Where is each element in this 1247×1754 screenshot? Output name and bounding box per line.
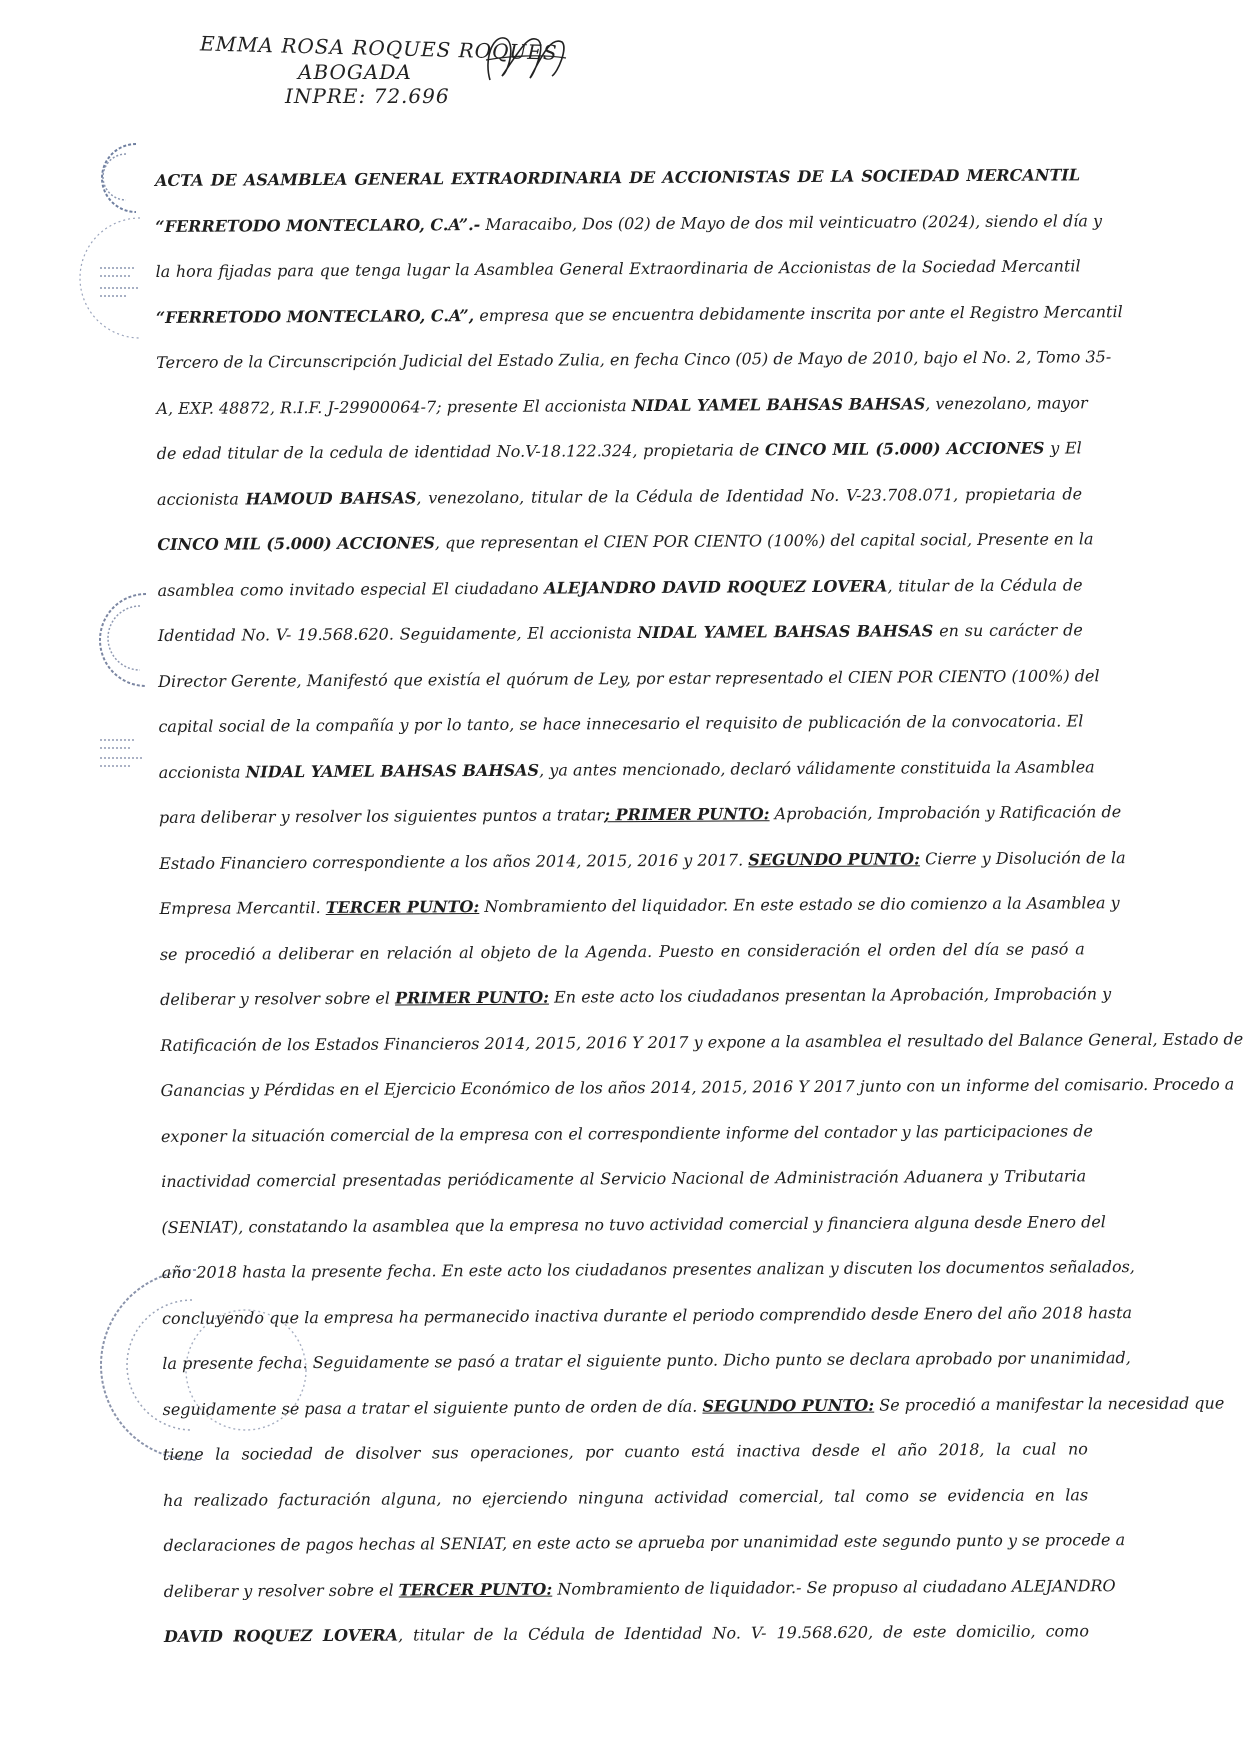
body-text: concluyendo que la empresa ha permanecido inactiva durante el periodo comprendido desde Enero del año 2018 hasta <box>161 1302 1133 1328</box>
body-emphasis: SEGUNDO PUNTO: <box>702 1395 875 1416</box>
registry-stamp-top <box>96 138 156 338</box>
body-line <box>159 890 1120 922</box>
body-text: exponer la situación comercial de la empresa con el correspondiente informe del contador y las participaciones de <box>160 1120 1094 1146</box>
body-line <box>160 981 1112 1013</box>
document-body <box>155 162 1244 1708</box>
body-text: para deliberar y resolver los siguientes puntos a tratar <box>158 805 605 827</box>
registry-stamp-middle <box>96 590 156 790</box>
body-text: Aprobación, Improbación y Ratificación de <box>769 802 1122 824</box>
body-line <box>159 845 1126 877</box>
body-line <box>161 1163 1086 1195</box>
body-emphasis: SEGUNDO PUNTO: <box>748 848 921 869</box>
body-text: A, EXP. 48872, R.I.F. J-29900064-7; presente El accionista <box>156 395 632 418</box>
body-text: Tercero de la Circunscripción Judicial del Estado Zulia, en fecha Cinco (05) de Mayo de 2010, bajo el No. 2, Tomo 35- <box>156 347 1112 372</box>
body-line <box>160 1118 1094 1150</box>
body-line <box>156 390 1088 422</box>
body-text: , que representan el CIEN POR CIENTO (100%) del capital social, Presente en la <box>434 529 1094 553</box>
body-text: Se procedió a manifestar la necesidad que <box>874 1392 1225 1415</box>
body-text: accionista <box>156 488 246 509</box>
body-text: (SENIAT), constatando la asamblea que la empresa no tuvo actividad comercial y financiera alguna desde Enero del <box>161 1211 1106 1237</box>
body-line <box>158 708 1083 740</box>
body-line <box>158 572 1083 604</box>
body-line <box>161 1254 1135 1286</box>
body-text: de edad titular de la cedula de identidad No.V-18.122.324, propietaria de <box>156 440 765 463</box>
body-text: Ratificación de los Estados Financieros 2014, 2015, 2016 Y 2017 y expone a la asamblea el resultado del Balance General, Estado de <box>160 1028 1244 1055</box>
body-line <box>163 1527 1126 1559</box>
body-line <box>163 1573 1116 1605</box>
body-line <box>157 435 1082 467</box>
body-text: Ganancias y Pérdidas en el Ejercicio Económico de los años 2014, 2015, 2016 Y 2017 junto con un informe del comisario. Procedo a <box>160 1074 1235 1100</box>
body-line <box>156 344 1112 376</box>
body-line <box>164 1618 1089 1650</box>
lawyer-title: ABOGADA <box>298 60 412 84</box>
body-emphasis: CINCO MIL (5.000) ACCIONES <box>157 533 435 554</box>
body-line <box>160 1072 1235 1104</box>
body-text: Director Gerente, Manifestó que existía el quórum de Ley, por estar representado el CIEN POR CIENTO (100%) del <box>158 665 1100 691</box>
body-line <box>158 799 1122 831</box>
body-text: la hora fijadas para que tenga lugar la Asamblea General Extraordinaria de Accionistas de la Sociedad Mercantil <box>155 256 1081 281</box>
body-text: Identidad No. V- 19.568.620. Seguidamente, El accionista <box>157 623 638 645</box>
body-text: la presente fecha. Seguidamente se pasó a tratar el siguiente punto. Dicho punto se declara aprobado por unanimidad, <box>162 1348 1131 1373</box>
body-text: empresa que se encuentra debidamente inscrita por ante el Registro Mercantil <box>474 301 1123 325</box>
body-text: inactividad comercial presentadas periódicamente al Servicio Nacional de Administración Aduanera y Tributaria <box>161 1166 1087 1191</box>
body-line <box>161 1209 1106 1241</box>
body-text: accionista <box>158 761 246 782</box>
body-text: Estado Financiero correspondiente a los años 2014, 2015, 2016 y 2017. <box>159 849 749 873</box>
body-text: Maracaibo, Dos (02) de Mayo de dos mil veinticuatro (2024), siendo el día y <box>480 210 1103 234</box>
body-line <box>157 481 1082 513</box>
body-line <box>163 1436 1088 1468</box>
body-line <box>155 162 1080 194</box>
body-line <box>163 1482 1088 1514</box>
body-text: Empresa Mercantil. <box>159 897 326 918</box>
body-emphasis: PRIMER PUNTO: <box>395 987 550 1008</box>
body-text: en su carácter de <box>933 620 1083 641</box>
body-line <box>156 253 1081 285</box>
body-emphasis: “FERRETODO MONTECLARO, C.A”.- <box>155 214 481 236</box>
body-text: deliberar y resolver sobre el <box>163 1580 399 1601</box>
body-text: año 2018 hasta la presente fecha. En este acto los ciudadanos presentes analizan y discuten los documentos señalados, <box>161 1257 1135 1282</box>
body-emphasis: ; PRIMER PUNTO: <box>604 804 770 825</box>
body-emphasis: NIDAL YAMEL BAHSAS BAHSAS <box>245 760 540 781</box>
body-text: y El <box>1044 438 1082 458</box>
body-emphasis: HAMOUD BAHSAS <box>245 487 417 508</box>
body-text: , venezolano, titular de la Cédula de Identidad No. V-23.708.071, propietaria de <box>416 483 1083 507</box>
body-line <box>155 208 1103 240</box>
body-text: Cierre y Disolución de la <box>919 847 1126 868</box>
body-text: Nombramiento del liquidador. En este estado se dio comienzo a la Asamblea y <box>479 893 1120 917</box>
body-emphasis: ALEJANDRO DAVID ROQUEZ LOVERA <box>544 576 888 598</box>
body-line <box>158 754 1095 786</box>
body-line <box>160 936 1085 968</box>
body-text: , ya antes mencionado, declaró válidamente constituida la Asamblea <box>539 756 1095 780</box>
body-text: deliberar y resolver sobre el <box>160 988 396 1009</box>
body-line <box>158 663 1100 695</box>
body-line <box>162 1345 1131 1377</box>
body-text: declaraciones de pagos hechas al SENIAT, en este acto se aprueba por unanimidad este segundo punto y se procede a <box>163 1530 1126 1555</box>
body-text: seguidamente se pasa a tratar el siguiente punto de orden de día. <box>162 1396 703 1419</box>
body-line <box>157 526 1094 558</box>
letterhead <box>200 30 560 120</box>
body-text: tiene la sociedad de disolver sus operaciones, por cuanto está inactiva desde el año 2018, la cual no <box>162 1439 1088 1464</box>
body-line <box>161 1300 1133 1332</box>
body-emphasis: NIDAL YAMEL BAHSAS BAHSAS <box>637 621 934 643</box>
body-emphasis: TERCER PUNTO: <box>398 1579 553 1600</box>
body-line <box>158 617 1083 649</box>
body-text: , titular de la Cédula de Identidad No. V- 19.568.620, de este domicilio, como <box>397 1621 1090 1645</box>
body-text: En este acto los ciudadanos presentan la Aprobación, Improbación y <box>548 984 1112 1007</box>
body-emphasis: NIDAL YAMEL BAHSAS BAHSAS <box>631 393 926 415</box>
body-text: Nombramiento de liquidador.- Se propuso al ciudadano ALEJANDRO <box>552 1575 1116 1599</box>
body-text: ha realizado facturación alguna, no ejerciendo ninguna actividad comercial, tal como se evidencia en las <box>163 1484 1089 1510</box>
lawyer-inpre: INPRE: 72.696 <box>285 84 450 108</box>
body-text: se procedió a deliberar en relación al objeto de la Agenda. Puesto en consideración el orden del día se pasó a <box>159 938 1085 964</box>
body-text: capital social de la compañía y por lo tanto, se hace innecesario el requisito de publicación de la convocatoria. El <box>158 711 1084 736</box>
body-text: , venezolano, mayor <box>925 392 1088 413</box>
body-emphasis: ACTA DE ASAMBLEA GENERAL EXTRAORDINARIA DE ACCIONISTAS DE LA SOCIEDAD MERCANTIL <box>155 165 1081 190</box>
body-emphasis: CINCO MIL (5.000) ACCIONES <box>764 438 1045 460</box>
body-line <box>160 1027 1244 1059</box>
body-text: asamblea como invitado especial El ciudadano <box>157 578 545 600</box>
lawyer-name: EMMA ROSA ROQUES ROQUES <box>199 31 558 65</box>
body-emphasis: “FERRETODO MONTECLARO, C.A”, <box>155 305 475 327</box>
body-emphasis: DAVID ROQUEZ LOVERA <box>163 1625 399 1646</box>
body-text: , titular de la Cédula de <box>887 574 1083 596</box>
body-emphasis: TERCER PUNTO: <box>325 897 480 917</box>
body-line <box>155 299 1123 331</box>
body-line <box>162 1391 1225 1423</box>
